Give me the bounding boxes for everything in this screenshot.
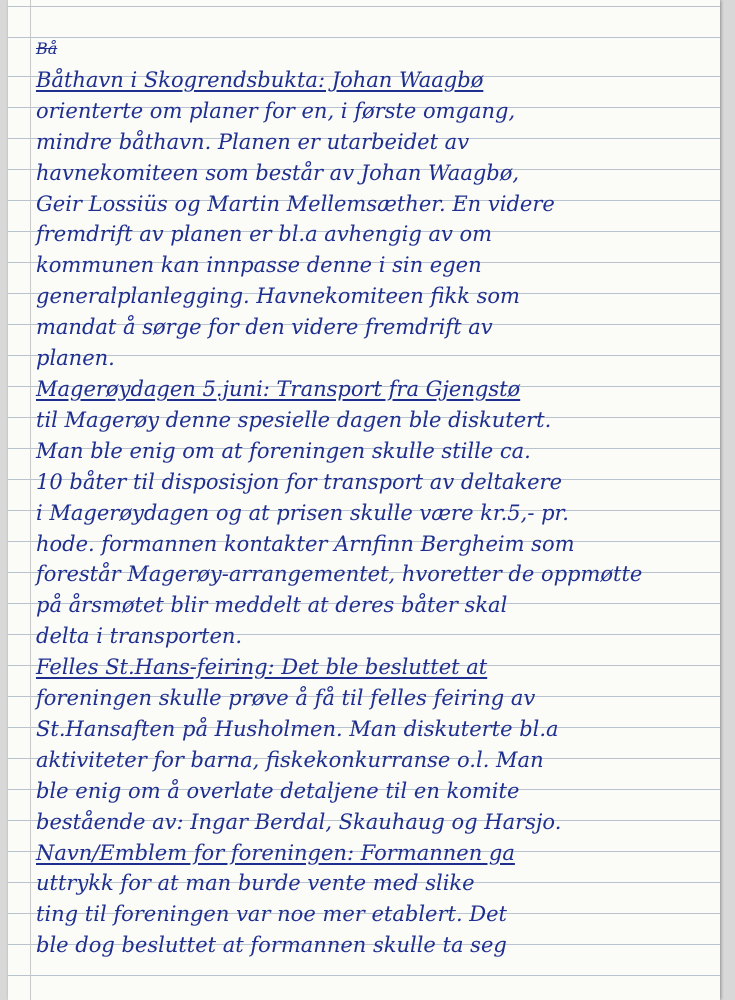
heading-navn-emblem: Navn/Emblem for foreningen: Formannen ga	[36, 840, 515, 865]
text-line: ble enig om å overlate detaljene til en komite	[36, 778, 520, 803]
text-line: aktiviteter for barna, fiskekonkurranse o.l. Man	[36, 747, 544, 772]
text-line: planen.	[36, 346, 115, 371]
text-line: Geir Lossiüs og Martin Mellemsæther. En videre	[36, 191, 555, 216]
text-line: mindre båthavn. Planen er utarbeidet av	[36, 129, 470, 154]
text-line: ble dog besluttet at formannen skulle ta seg	[36, 933, 507, 958]
text-line: St.Hansaften på Husholmen. Man diskuterte bl.a	[36, 716, 559, 741]
text-line: bestående av: Ingar Berdal, Skauhaug og Harsjo.	[36, 809, 562, 834]
margin-line	[30, 0, 31, 1000]
text-line: generalplanlegging. Havnekomiteen fikk som	[36, 284, 520, 309]
struck-word: Bå	[36, 39, 58, 58]
text-line: fremdrift av planen er bl.a avhengig av om	[36, 222, 493, 247]
text-line: ting til foreningen var noe mer etablert. Det	[36, 902, 507, 927]
text-line: foreningen skulle prøve å få til felles feiring av	[36, 686, 536, 711]
notebook-page	[8, 0, 720, 1000]
text-line: orienterte om planer for en, i første omgang,	[36, 98, 516, 123]
heading-bathavn: Båthavn i Skogrendsbukta: Johan Waagbø	[36, 67, 484, 92]
text-line: havnekomiteen som består av Johan Waagbø,	[36, 160, 520, 185]
text-line: forestår Magerøy-arrangementet, hvoretter de oppmøtte	[36, 562, 643, 587]
text-line: hode. formannen kontakter Arnfinn Bergheim som	[36, 531, 575, 556]
text-line: uttrykk for at man burde vente med slike	[36, 871, 475, 896]
text-line: kommunen kan innpasse denne i sin egen	[36, 253, 482, 278]
heading-st-hans: Felles St.Hans-feiring: Det ble besluttet at	[36, 655, 488, 680]
text-line: 10 båter til disposisjon for transport av deltakere	[36, 469, 563, 494]
text-line: Man ble enig om at foreningen skulle stille ca.	[36, 438, 531, 463]
heading-mageroydagen: Magerøydagen 5.juni: Transport fra Gjengstø	[36, 376, 521, 401]
text-line: i Magerøydagen og at prisen skulle være kr.5,- pr.	[36, 500, 569, 525]
text-line: mandat å sørge for den videre fremdrift av	[36, 315, 493, 340]
text-line: på årsmøtet blir meddelt at deres båter skal	[36, 593, 508, 618]
text-line: til Magerøy denne spesielle dagen ble diskutert.	[36, 407, 552, 432]
handwritten-minutes	[36, 34, 706, 961]
text-line: delta i transporten.	[36, 624, 243, 649]
